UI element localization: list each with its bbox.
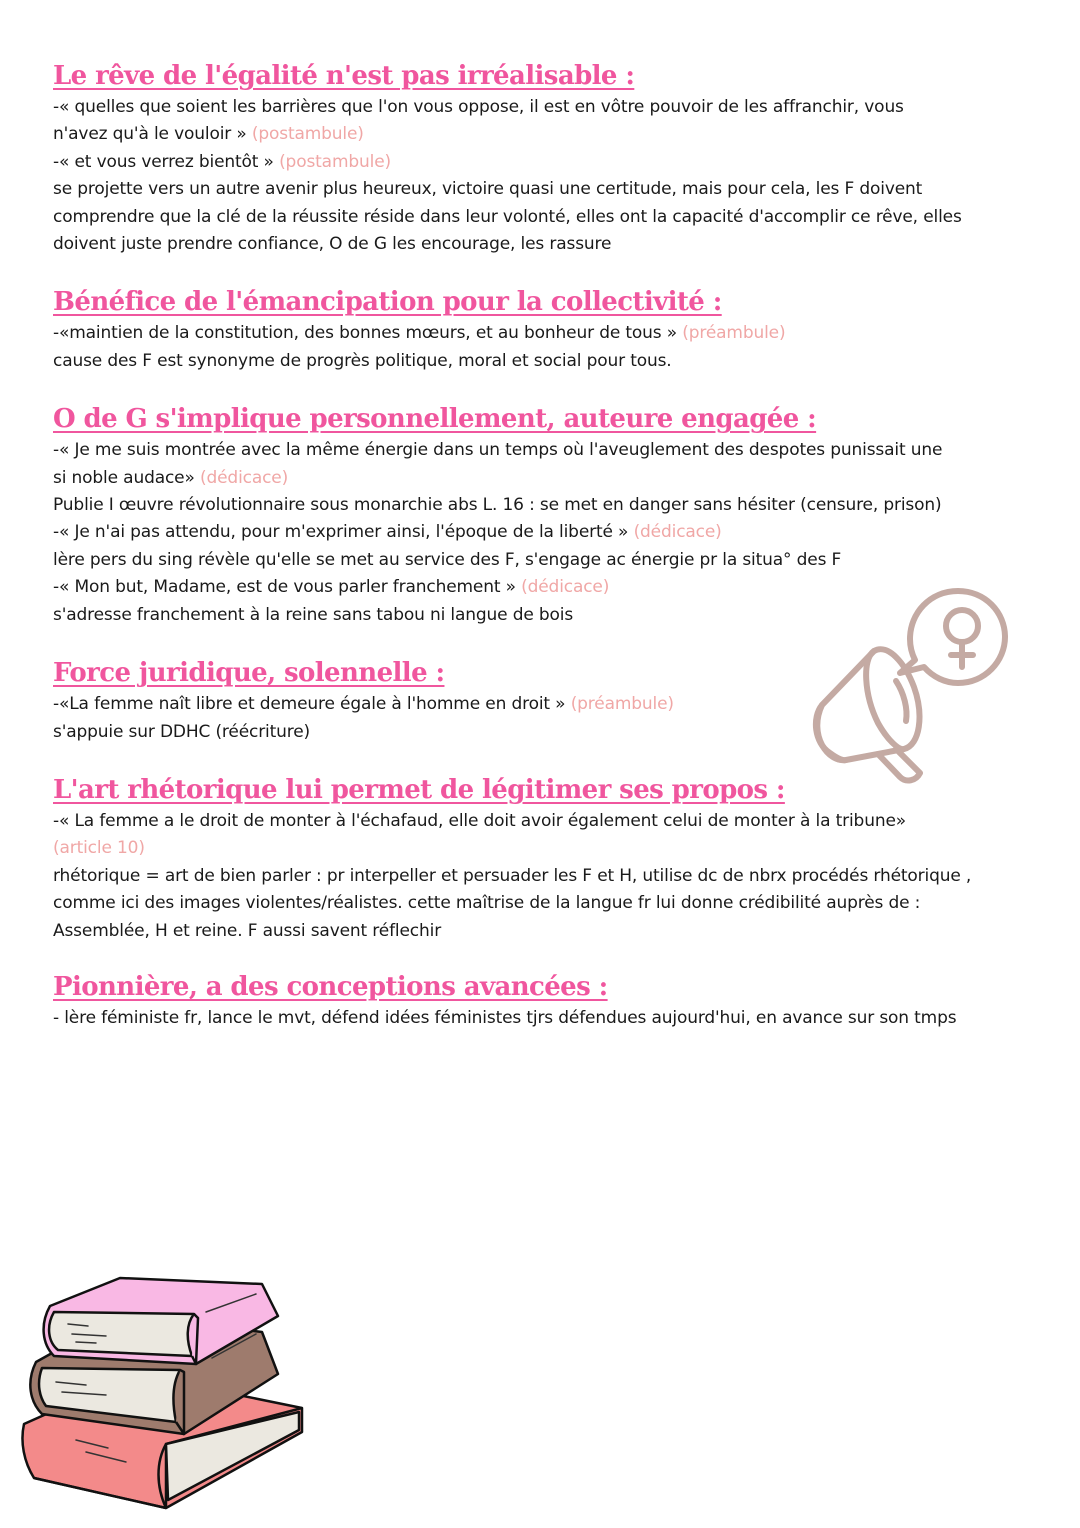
source-tag: (article 10) bbox=[53, 838, 145, 859]
notes-page bbox=[53, 58, 1038, 1032]
section-heading: Le rêve de l'égalité n'est pas irréalisable : bbox=[53, 61, 635, 91]
source-tag: (postambule) bbox=[251, 124, 364, 145]
section-dream-equality bbox=[53, 58, 1038, 258]
note-line: n'avez qu'à le vouloir » (postambule) bbox=[53, 124, 364, 145]
note-line: -«maintien de la constitution, des bonnes mœurs, et au bonheur de tous » (préambule) bbox=[53, 323, 786, 344]
note-line: cause des F est synonyme de progrès politique, moral et social pour tous. bbox=[53, 350, 672, 371]
note-line: - lère féministe fr, lance le mvt, défend idées féministes tjrs défendues aujourd'hui, en avance sur son tmps bbox=[53, 1007, 957, 1028]
note-line: -« et vous verrez bientôt » (postambule) bbox=[53, 151, 391, 172]
source-tag: (dédicace) bbox=[200, 467, 289, 488]
note-line: si noble audace» (dédicace) bbox=[53, 467, 289, 488]
section-heading: O de G s'implique personnellement, auteure engagée : bbox=[53, 404, 817, 435]
note-line: -« La femme a le droit de monter à l'échafaud, elle doit avoir également celui de monter à la tribune» bbox=[53, 810, 907, 831]
note-line: s'appuie sur DDHC (réécriture) bbox=[53, 721, 311, 742]
note-line: -«La femme naît libre et demeure égale à l'homme en droit » (préambule) bbox=[53, 694, 674, 715]
note-line: se projette vers un autre avenir plus heureux, victoire quasi une certitude, mais pour cela, les F doivent bbox=[53, 179, 923, 200]
note-line: doivent juste prendre confiance, O de G les encourage, les rassure bbox=[53, 234, 612, 255]
source-tag: (préambule) bbox=[682, 323, 786, 344]
source-tag: (dédicace) bbox=[633, 522, 722, 543]
note-line: comme ici des images violentes/réalistes. cette maîtrise de la langue fr lui donne crédibilité auprès de : bbox=[53, 893, 921, 914]
section-pioneer bbox=[53, 969, 1038, 1032]
note-line: comprendre que la clé de la réussite réside dans leur volonté, elles ont la capacité d'accomplir ce rêve, elles bbox=[53, 206, 962, 227]
section-heading: Pionnière, a des conceptions avancées : bbox=[53, 971, 608, 1002]
note-line: -« Je n'ai pas attendu, pour m'exprimer ainsi, l'époque de la liberté » (dédicace) bbox=[53, 522, 722, 543]
note-line: -« quelles que soient les barrières que l'on vous oppose, il est en vôtre pouvoir de les affranchir, vous bbox=[53, 97, 904, 117]
source-tag: (dédicace) bbox=[521, 577, 610, 598]
source-tag: (postambule) bbox=[279, 151, 391, 172]
note-line: Publie I œuvre révolutionnaire sous monarchie abs L. 16 : se met en danger sans hésiter (censure, prison) bbox=[53, 495, 942, 516]
note-line: s'adresse franchement à la reine sans tabou ni langue de bois bbox=[53, 604, 574, 625]
note-line: lère pers du sing révèle qu'elle se met au service des F, s'engage ac énergie pr la situa° des F bbox=[53, 549, 842, 570]
note-line: -« Mon but, Madame, est de vous parler franchement » (dédicace) bbox=[53, 577, 610, 598]
note-line bbox=[53, 835, 1038, 862]
section-heading: Force juridique, solennelle : bbox=[53, 658, 445, 689]
source-tag: (préambule) bbox=[570, 694, 674, 715]
section-rhetoric bbox=[53, 772, 1038, 945]
note-line: Assemblée, H et reine. F aussi savent réflechir bbox=[53, 920, 442, 941]
note-line: rhétorique = art de bien parler : pr interpeller et persuader les F et H, utilise dc de nbrx procédés rhétorique , bbox=[53, 865, 972, 886]
section-heading: L'art rhétorique lui permet de légitimer ses propos : bbox=[53, 774, 785, 805]
note-line: -« Je me suis montrée avec la même énergie dans un temps où l'aveuglement des despotes punissait une bbox=[53, 440, 943, 461]
section-heading: Bénéfice de l'émancipation pour la collectivité : bbox=[53, 287, 722, 318]
megaphone-feminist-icon bbox=[800, 585, 1015, 790]
book-stack-illustration bbox=[16, 1272, 308, 1512]
section-collective-benefit bbox=[53, 284, 1038, 375]
